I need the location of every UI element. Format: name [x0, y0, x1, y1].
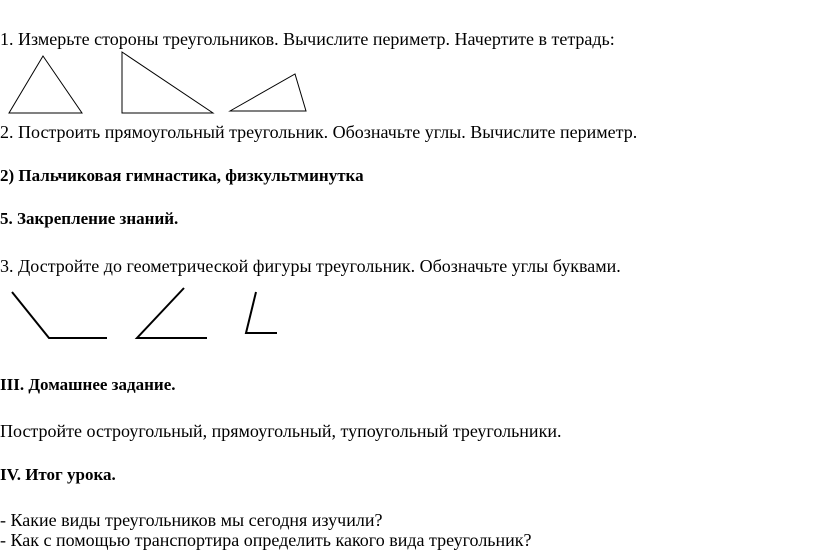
section-homework-heading: III. Домашнее задание.	[0, 375, 176, 394]
angle-2	[137, 288, 207, 338]
question-1: - Какие виды треугольников мы сегодня изучили?	[0, 510, 383, 530]
task-2-text: 2. Построить прямоугольный треугольник. Обозначьте углы. Вычислите периметр.	[0, 122, 638, 142]
question-2: - Как с помощью транспортира определить какого вида треугольник?	[0, 530, 532, 550]
angle-3	[246, 292, 277, 333]
task-1-text: 1. Измерьте стороны треугольников. Вычислите периметр. Начертите в тетрадь:	[0, 29, 615, 49]
section-summary-heading: IV. Итог урока.	[0, 465, 116, 484]
section-consolidation-heading: 5. Закрепление знаний.	[0, 209, 179, 228]
obtuse-triangle	[230, 74, 306, 111]
task-3-text: 3. Достройте до геометрической фигуры треугольник. Обозначьте углы буквами.	[0, 256, 621, 276]
section-gymnastics-heading: 2) Пальчиковая гимнастика, физкультминутка	[0, 166, 364, 185]
angle-1	[12, 292, 107, 338]
right-triangle	[122, 52, 213, 113]
homework-text: Постройте остроугольный, прямоугольный, тупоугольный треугольники.	[0, 421, 562, 441]
acute-triangle	[9, 56, 82, 113]
